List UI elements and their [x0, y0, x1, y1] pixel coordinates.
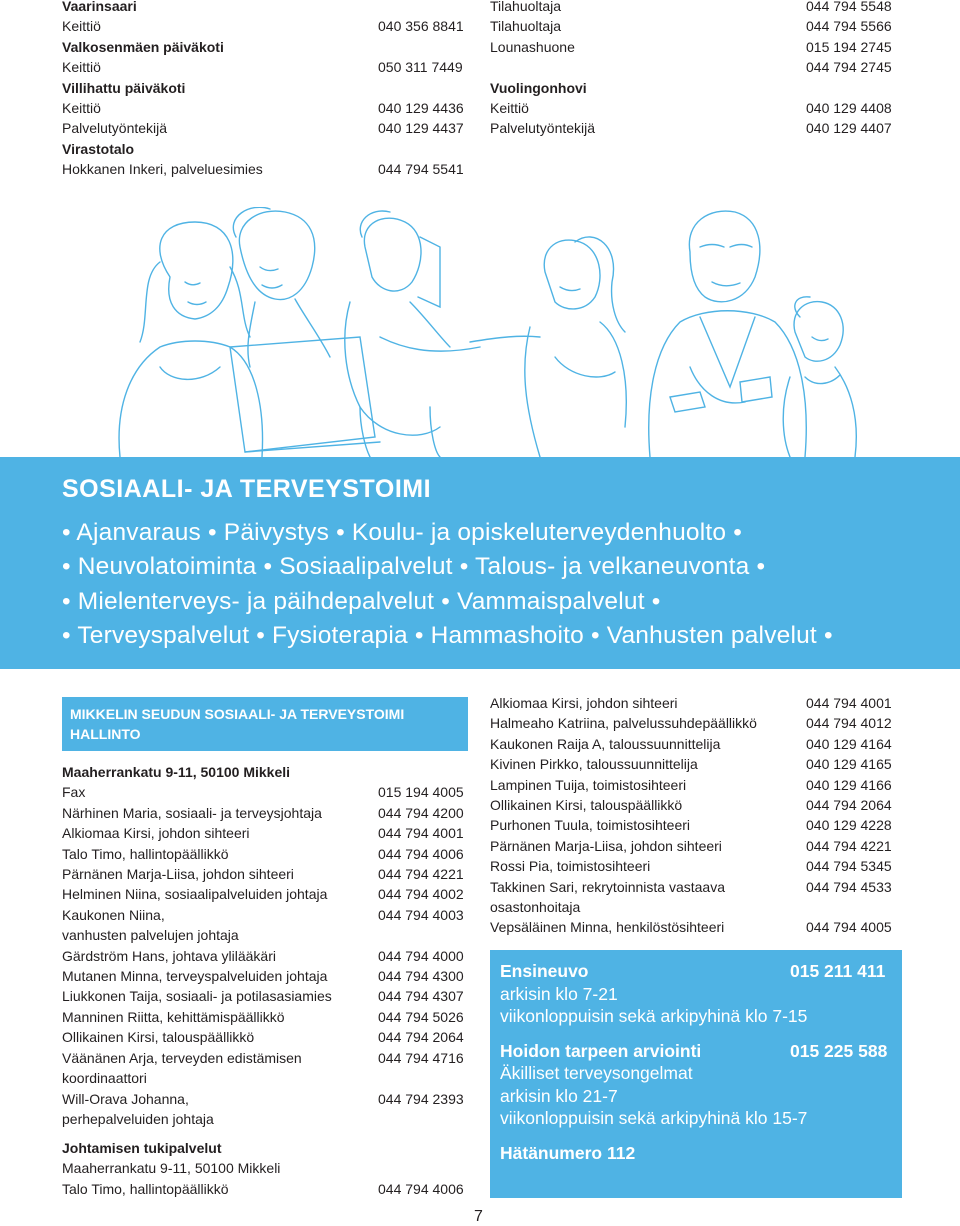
entry-phone: 044 794 5566 [806, 18, 892, 35]
entry-phone: 044 794 4003 [378, 906, 464, 923]
entry-name: Talo Timo, hallintopäällikkö [62, 845, 229, 862]
hoidon-tarpeen-hours: viikonloppuisin sekä arkipyhinä klo 15-7 [500, 1108, 808, 1128]
directory-entry [62, 1027, 472, 1047]
services-line: • Ajanvaraus • Päivystys • Koulu- ja opiskeluterveydenhuolto • [62, 519, 742, 546]
entry-name: Takkinen Sari, rekrytoinnista vastaava [490, 878, 725, 895]
entry-phone [806, 78, 900, 98]
directory-entry [62, 884, 472, 904]
hoidon-tarpeen-hours: arkisin klo 21-7 [500, 1085, 618, 1106]
entry-phone: 044 794 5026 [378, 1008, 464, 1025]
directory-entry [62, 118, 472, 138]
entry-phone: 015 194 4005 [378, 784, 464, 801]
entry-name: Kaukonen Niina, [62, 906, 165, 923]
entry-phone: 044 794 4307 [378, 988, 464, 1005]
management-support-directory [62, 1138, 472, 1199]
person-seated-woman-icon [345, 211, 480, 457]
services-banner [0, 457, 960, 669]
entry-name: osastonhoitaja [490, 899, 581, 916]
directory-entry [62, 1048, 472, 1068]
entry-name: Tilahuoltaja [490, 18, 562, 35]
entry-name: Ollikainen Kirsi, talouspäällikkö [490, 797, 683, 814]
entry-phone: 044 794 4533 [806, 878, 892, 895]
entry-phone: 044 794 4000 [378, 947, 464, 964]
ensineuvo-hours: viikonloppuisin sekä arkipyhinä klo 7-15 [500, 1006, 808, 1026]
section-header [62, 139, 472, 159]
directory-entry [490, 815, 900, 835]
entry-name: perhepalveluiden johtaja [62, 1110, 214, 1127]
entry-name: Keittiö [490, 100, 529, 117]
entry-phone: 044 794 4002 [378, 886, 464, 903]
entry-phone [378, 78, 472, 98]
directory-entry [62, 905, 472, 925]
entry-phone [378, 139, 472, 159]
hoidon-tarpeen-desc: Äkilliset terveysongelmat [500, 1063, 693, 1083]
directory-entry [62, 57, 472, 77]
directory-entry [490, 0, 900, 16]
entry-name: koordinaattori [62, 1070, 147, 1087]
administration-directory [62, 762, 472, 1129]
directory-entry [490, 713, 900, 733]
entry-name: Ollikainen Kirsi, talouspäällikkö [62, 1029, 255, 1046]
entry-name: Tilahuoltaja [490, 0, 562, 14]
entry-name: Maaherrankatu 9-11, 50100 Mikkeli [62, 1160, 281, 1177]
directory-entry [62, 803, 472, 823]
entry-name: Villihattu päiväkoti [62, 79, 186, 96]
entry-name: Vaarinsaari [62, 0, 137, 14]
entry-name: Kaukonen Raija A, taloussuunnittelija [490, 735, 721, 752]
section-header [62, 762, 472, 782]
entry-phone: 044 794 4012 [806, 715, 892, 732]
entry-phone [378, 762, 472, 782]
entry-phone: 040 129 4166 [806, 776, 892, 793]
entry-phone: 044 794 2064 [806, 797, 892, 814]
directory-entry [62, 1068, 472, 1088]
laptop-icon [230, 337, 380, 452]
entry-phone: 044 794 4001 [378, 825, 464, 842]
entry-name: Palvelutyöntekijä [490, 120, 596, 137]
directory-entry [62, 823, 472, 843]
entry-name: Mutanen Minna, terveyspalveluiden johtaja [62, 968, 328, 985]
admin-box-line: MIKKELIN SEUDUN SOSIAALI- JA TERVEYSTOIMI [70, 706, 405, 722]
person-woman-right-icon [783, 297, 856, 457]
entry-phone: 044 794 4006 [378, 1180, 464, 1197]
entry-phone [378, 925, 472, 945]
entry-phone: 044 794 2064 [378, 1029, 464, 1046]
entry-name: Will-Orava Johanna, [62, 1090, 189, 1107]
directory-entry [62, 1179, 472, 1199]
ensineuvo-hours: arkisin klo 7-21 [500, 983, 618, 1004]
entry-name: Rossi Pia, toimistosihteeri [490, 858, 651, 875]
banner-title: SOSIAALI- JA TERVEYSTOIMI [62, 475, 432, 503]
directory-entry [62, 1089, 472, 1109]
entry-name: Halmeaho Katriina, palvelussuhdepäällikkö [490, 715, 757, 732]
entry-phone: 040 129 4165 [806, 756, 892, 773]
entry-name: Kivinen Pirkko, taloussuunnittelija [490, 756, 698, 773]
emergency-contact-box [490, 950, 902, 1198]
directory-entry [62, 986, 472, 1006]
entry-phone: 044 794 4001 [806, 695, 892, 711]
entry-phone: 044 794 5541 [378, 161, 464, 178]
hoidon-tarpeen-phone: 015 225 588 [790, 1040, 888, 1061]
entry-name: Lampinen Tuija, toimistosihteeri [490, 776, 687, 793]
directory-entry [490, 118, 900, 138]
directory-entry [490, 734, 900, 754]
directory-entry [490, 16, 900, 36]
entry-phone [378, 37, 472, 57]
ensineuvo-phone: 015 211 411 [790, 961, 886, 981]
admin-box-line: HALLINTO [70, 726, 141, 742]
administration-staff-directory [490, 693, 900, 938]
entry-name: Vuolingonhovi [490, 79, 587, 96]
directory-entry [490, 57, 900, 77]
directory-entry [62, 966, 472, 986]
directory-entry [490, 795, 900, 815]
entry-name: Liukkonen Taija, sosiaali- ja potilasasiamies [62, 988, 332, 1005]
directory-entry [490, 775, 900, 795]
entry-name: Närhinen Maria, sosiaali- ja terveysjohtaja [62, 804, 322, 821]
entry-name: Lounashuone [490, 38, 575, 55]
entry-phone: 044 794 4006 [378, 845, 464, 862]
entry-phone [806, 897, 900, 917]
entry-name: Helminen Niina, sosiaalipalveluiden johtaja [62, 886, 328, 903]
entry-phone [378, 1158, 472, 1178]
entry-name: Fax [62, 784, 86, 801]
directory-entry [62, 16, 472, 36]
services-line: • Neuvolatoiminta • Sosiaalipalvelut • Talous- ja velkaneuvonta • [62, 553, 766, 580]
entry-name: Maaherrankatu 9-11, 50100 Mikkeli [62, 764, 291, 780]
entry-phone: 050 311 7449 [378, 59, 463, 76]
directory-entry [62, 782, 472, 802]
entry-phone: 040 356 8841 [378, 18, 464, 35]
entry-phone: 044 794 4221 [378, 866, 464, 883]
entry-phone: 044 794 5345 [806, 858, 892, 875]
entry-name: Keittiö [62, 100, 101, 117]
services-line: • Terveyspalvelut • Fysioterapia • Hammashoito • Vanhusten palvelut • [62, 622, 833, 649]
directory-entry [62, 98, 472, 118]
directory-entry [490, 693, 900, 713]
directory-entry [62, 1109, 472, 1129]
entry-phone: 040 129 4164 [806, 735, 892, 752]
entry-name: Pärnänen Marja-Liisa, johdon sihteeri [62, 866, 294, 883]
directory-entry [490, 37, 900, 57]
entry-name: Alkiomaa Kirsi, johdon sihteeri [490, 695, 678, 711]
entry-phone: 040 129 4408 [806, 100, 892, 117]
entry-name: Hokkanen Inkeri, palveluesimies [62, 161, 263, 178]
top-left-directory [62, 0, 472, 180]
directory-entry [490, 98, 900, 118]
entry-name: Väänänen Arja, terveyden edistämisen [62, 1049, 302, 1066]
entry-phone: 044 794 4300 [378, 968, 464, 985]
directory-entry [62, 925, 472, 945]
entry-name: Keittiö [62, 59, 101, 76]
section-header [62, 78, 472, 98]
directory-entry [490, 897, 900, 917]
entry-phone: 044 794 2393 [378, 1090, 464, 1107]
entry-name: Johtamisen tukipalvelut [62, 1140, 222, 1156]
entry-name: Gärdström Hans, johtava ylilääkäri [62, 947, 276, 964]
entry-phone: 044 794 4200 [378, 804, 464, 821]
directory-entry [490, 856, 900, 876]
directory-entry [490, 754, 900, 774]
hoidon-tarpeen-label: Hoidon tarpeen arviointi [500, 1040, 702, 1061]
directory-entry [62, 946, 472, 966]
entry-phone: 044 794 2745 [806, 59, 892, 76]
entry-phone: 040 129 4436 [378, 100, 464, 117]
entry-name: Purhonen Tuula, toimistosihteeri [490, 817, 690, 834]
entry-phone [378, 1109, 472, 1129]
entry-name: Palvelutyöntekijä [62, 120, 168, 137]
directory-entry [490, 877, 900, 897]
entry-phone: 044 794 4716 [378, 1049, 464, 1066]
services-line: • Mielenterveys- ja päihdepalvelut • Vammaispalvelut • [62, 588, 661, 615]
person-nurse-icon [470, 237, 626, 457]
entry-name: Pärnänen Marja-Liisa, johdon sihteeri [490, 837, 722, 854]
entry-name: Vepsäläinen Minna, henkilöstösihteeri [490, 919, 725, 936]
entry-name: Manninen Riitta, kehittämispäällikkö [62, 1008, 285, 1025]
section-header [490, 78, 900, 98]
entry-name: Alkiomaa Kirsi, johdon sihteeri [62, 825, 250, 842]
entry-phone [378, 1138, 472, 1158]
page-number: 7 [474, 1208, 483, 1225]
entry-phone [378, 1068, 472, 1088]
directory-entry [62, 844, 472, 864]
entry-phone: 044 794 4005 [806, 919, 892, 936]
directory-entry [62, 159, 472, 179]
entry-phone: 044 794 5548 [806, 0, 892, 14]
top-right-directory [490, 0, 900, 139]
administration-header-box [62, 697, 468, 751]
section-header [62, 1138, 472, 1158]
entry-name: Talo Timo, hallintopäällikkö [62, 1180, 229, 1197]
ensineuvo-label: Ensineuvo [500, 961, 589, 981]
entry-phone: 040 129 4407 [806, 120, 892, 137]
entry-name: vanhusten palvelujen johtaja [62, 927, 239, 944]
entry-phone: 015 194 2745 [806, 38, 892, 55]
emergency-number: Hätänumero 112 [500, 1142, 636, 1163]
entry-phone: 044 794 4221 [806, 837, 892, 854]
entry-phone: 040 129 4228 [806, 817, 892, 834]
directory-entry [62, 864, 472, 884]
directory-entry [490, 917, 900, 937]
directory-entry [62, 1158, 472, 1178]
directory-entry [62, 1007, 472, 1027]
entry-name: Valkosenmäen päiväkoti [62, 38, 224, 55]
healthcare-illustration [0, 207, 960, 457]
entry-name: Virastotalo [62, 140, 135, 157]
directory-entry [490, 836, 900, 856]
entry-phone [378, 0, 472, 16]
entry-phone: 040 129 4437 [378, 120, 464, 137]
entry-name: Keittiö [62, 18, 101, 35]
section-header [62, 0, 472, 16]
section-header [62, 37, 472, 57]
